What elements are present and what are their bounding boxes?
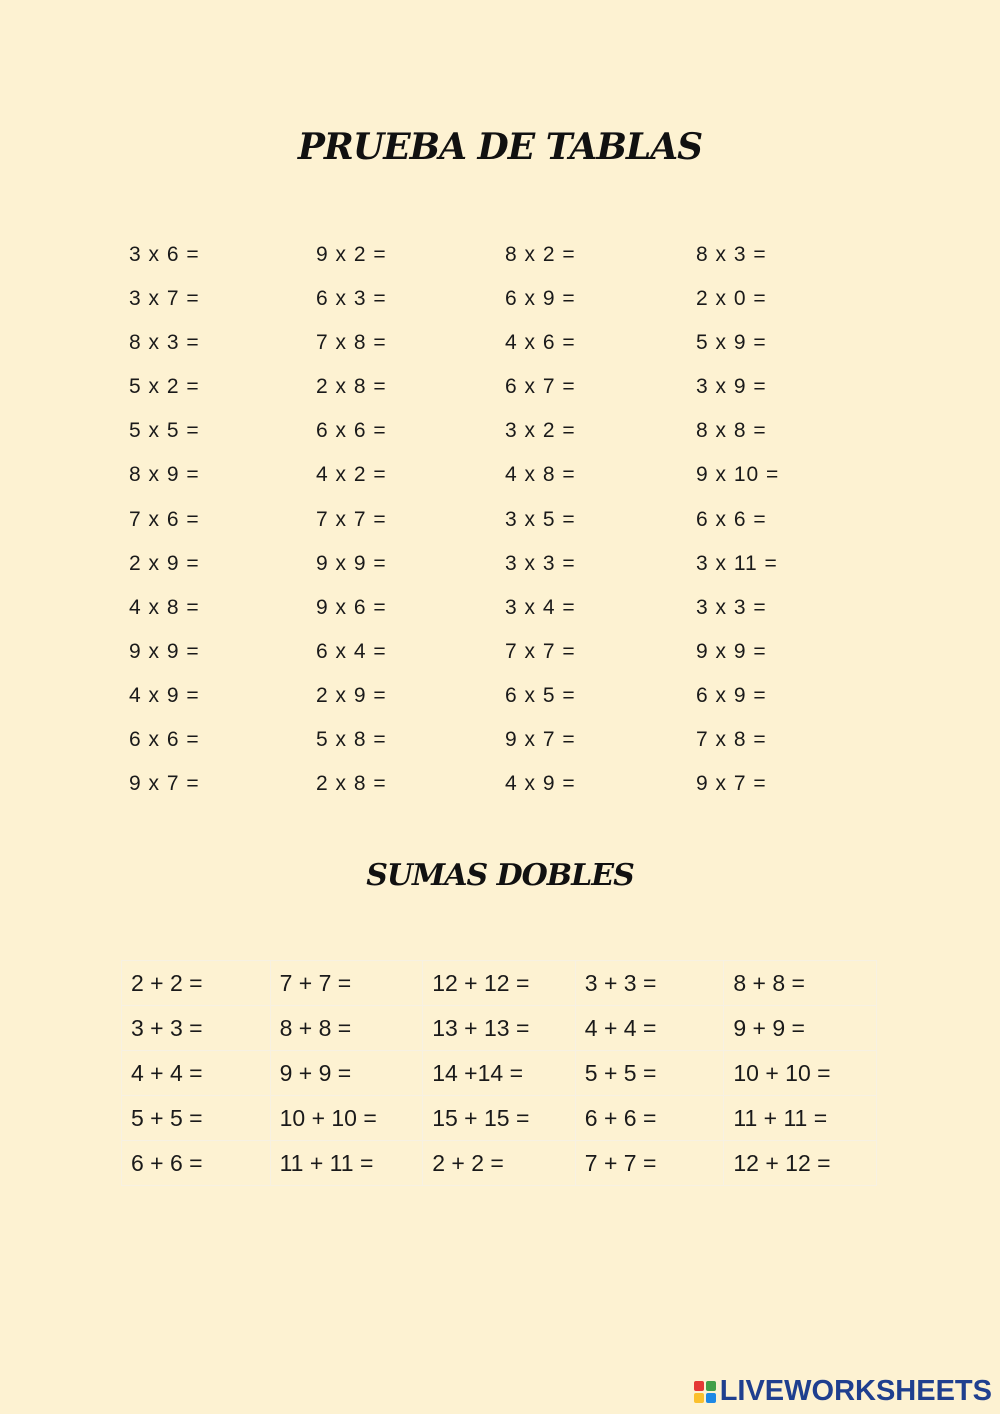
multiplication-problem: 6 x 9 = bbox=[696, 683, 767, 707]
multiplication-problem: 3 x 3 = bbox=[505, 551, 576, 575]
multiplication-problem: 9 x 7 = bbox=[129, 772, 200, 796]
section-title: SUMAS DOBLES bbox=[366, 858, 634, 893]
multiplication-problem: 4 x 9 = bbox=[505, 772, 576, 796]
table-row bbox=[122, 1096, 877, 1141]
multiplication-problem: 5 x 9 = bbox=[696, 331, 767, 355]
sum-problem: 15 + 15 = bbox=[423, 1096, 576, 1141]
multiplication-problem: 8 x 9 = bbox=[129, 463, 200, 487]
sum-problem: 5 + 5 = bbox=[575, 1051, 724, 1096]
multiplication-problem: 2 x 0 = bbox=[696, 287, 767, 311]
multiplication-problem: 3 x 7 = bbox=[129, 287, 200, 311]
multiplication-problem: 6 x 9 = bbox=[505, 287, 576, 311]
sums-table bbox=[121, 960, 877, 1186]
multiplication-problem: 6 x 6 = bbox=[696, 507, 767, 531]
sum-problem: 9 + 9 = bbox=[270, 1051, 423, 1096]
multiplication-problem: 8 x 3 = bbox=[696, 243, 767, 266]
sum-problem: 8 + 8 = bbox=[270, 1006, 423, 1051]
sum-problem: 10 + 10 = bbox=[724, 1051, 877, 1096]
multiplication-column bbox=[316, 236, 387, 809]
table-row bbox=[122, 1006, 877, 1051]
multiplication-problem: 4 x 8 = bbox=[129, 595, 200, 619]
multiplication-problem: 2 x 8 = bbox=[316, 375, 387, 399]
sum-problem: 12 + 12 = bbox=[423, 961, 576, 1006]
multiplication-problem: 6 x 7 = bbox=[505, 375, 576, 399]
sum-problem: 5 + 5 = bbox=[122, 1096, 271, 1141]
multiplication-problem: 7 x 8 = bbox=[696, 728, 767, 752]
multiplication-problem: 5 x 8 = bbox=[316, 728, 387, 752]
multiplication-problem: 3 x 3 = bbox=[696, 595, 767, 619]
table-row bbox=[122, 1141, 877, 1186]
sum-problem: 8 + 8 = bbox=[724, 961, 877, 1006]
multiplication-problem: 6 x 5 = bbox=[505, 683, 576, 707]
sum-problem: 3 + 3 = bbox=[575, 961, 724, 1006]
sum-problem: 10 + 10 = bbox=[270, 1096, 423, 1141]
multiplication-problem: 9 x 9 = bbox=[696, 639, 767, 663]
multiplication-problem: 8 x 3 = bbox=[129, 331, 200, 355]
multiplication-problem: 9 x 9 = bbox=[129, 639, 200, 663]
table-row bbox=[122, 961, 877, 1006]
sum-problem: 12 + 12 = bbox=[724, 1141, 877, 1186]
multiplication-problem: 9 x 10 = bbox=[696, 463, 780, 487]
sum-problem: 9 + 9 = bbox=[724, 1006, 877, 1051]
multiplication-problem: 7 x 7 = bbox=[316, 507, 387, 531]
table-row bbox=[122, 1051, 877, 1096]
multiplication-problem: 9 x 9 = bbox=[316, 551, 387, 575]
multiplication-problem: 9 x 7 = bbox=[696, 772, 767, 796]
multiplication-problem: 3 x 4 = bbox=[505, 595, 576, 619]
multiplication-problem: 5 x 5 = bbox=[129, 419, 200, 443]
sum-problem: 6 + 6 = bbox=[122, 1141, 271, 1186]
logo-square bbox=[706, 1381, 716, 1391]
multiplication-problem: 7 x 7 = bbox=[505, 639, 576, 663]
sum-problem: 11 + 11 = bbox=[724, 1096, 877, 1141]
multiplication-problem: 3 x 6 = bbox=[129, 243, 200, 266]
multiplication-column bbox=[505, 236, 576, 809]
sum-problem: 11 + 11 = bbox=[270, 1141, 423, 1186]
liveworksheets-logo-icon bbox=[694, 1381, 716, 1403]
multiplication-problem: 6 x 4 = bbox=[316, 639, 387, 663]
multiplication-problem: 6 x 6 = bbox=[129, 728, 200, 752]
multiplication-problem: 3 x 9 = bbox=[696, 375, 767, 399]
sum-problem: 4 + 4 = bbox=[575, 1006, 724, 1051]
multiplication-column bbox=[129, 236, 200, 809]
brand-text: LIVEWORKSHEETS bbox=[719, 1375, 992, 1407]
multiplication-problem: 2 x 8 = bbox=[316, 772, 387, 796]
sum-problem: 7 + 7 = bbox=[575, 1141, 724, 1186]
sum-problem: 13 + 13 = bbox=[423, 1006, 576, 1051]
multiplication-problem: 9 x 7 = bbox=[505, 728, 576, 752]
sum-problem: 2 + 2 = bbox=[122, 961, 271, 1006]
multiplication-problem: 5 x 2 = bbox=[129, 375, 200, 399]
logo-square bbox=[706, 1393, 716, 1403]
sum-problem: 7 + 7 = bbox=[270, 961, 423, 1006]
sum-problem: 6 + 6 = bbox=[575, 1096, 724, 1141]
multiplication-problem: 9 x 2 = bbox=[316, 243, 387, 266]
multiplication-problem: 7 x 8 = bbox=[316, 331, 387, 355]
multiplication-column bbox=[696, 236, 779, 809]
multiplication-problem: 9 x 6 = bbox=[316, 595, 387, 619]
sum-problem: 2 + 2 = bbox=[423, 1141, 576, 1186]
liveworksheets-brand bbox=[694, 1375, 992, 1408]
logo-square bbox=[694, 1381, 704, 1391]
multiplication-problem: 6 x 3 = bbox=[316, 287, 387, 311]
sum-problem: 3 + 3 = bbox=[122, 1006, 271, 1051]
multiplication-problem: 3 x 2 = bbox=[505, 419, 576, 443]
multiplication-problem: 4 x 8 = bbox=[505, 463, 576, 487]
multiplication-problem: 4 x 9 = bbox=[129, 683, 200, 707]
multiplication-problem: 6 x 6 = bbox=[316, 419, 387, 443]
multiplication-problem: 2 x 9 = bbox=[129, 551, 200, 575]
sum-problem: 14 +14 = bbox=[423, 1051, 576, 1096]
multiplication-problem: 2 x 9 = bbox=[316, 683, 387, 707]
multiplication-problem: 3 x 5 = bbox=[505, 507, 576, 531]
sum-problem: 4 + 4 = bbox=[122, 1051, 271, 1096]
multiplication-problem: 8 x 2 = bbox=[505, 243, 576, 266]
page-title: PRUEBA DE TABLAS bbox=[297, 126, 703, 168]
multiplication-problem: 7 x 6 = bbox=[129, 507, 200, 531]
logo-square bbox=[694, 1393, 704, 1403]
multiplication-problem: 3 x 11 = bbox=[696, 551, 778, 575]
multiplication-problem: 4 x 6 = bbox=[505, 331, 576, 355]
multiplication-problem: 8 x 8 = bbox=[696, 419, 767, 443]
multiplication-problem: 4 x 2 = bbox=[316, 463, 387, 487]
